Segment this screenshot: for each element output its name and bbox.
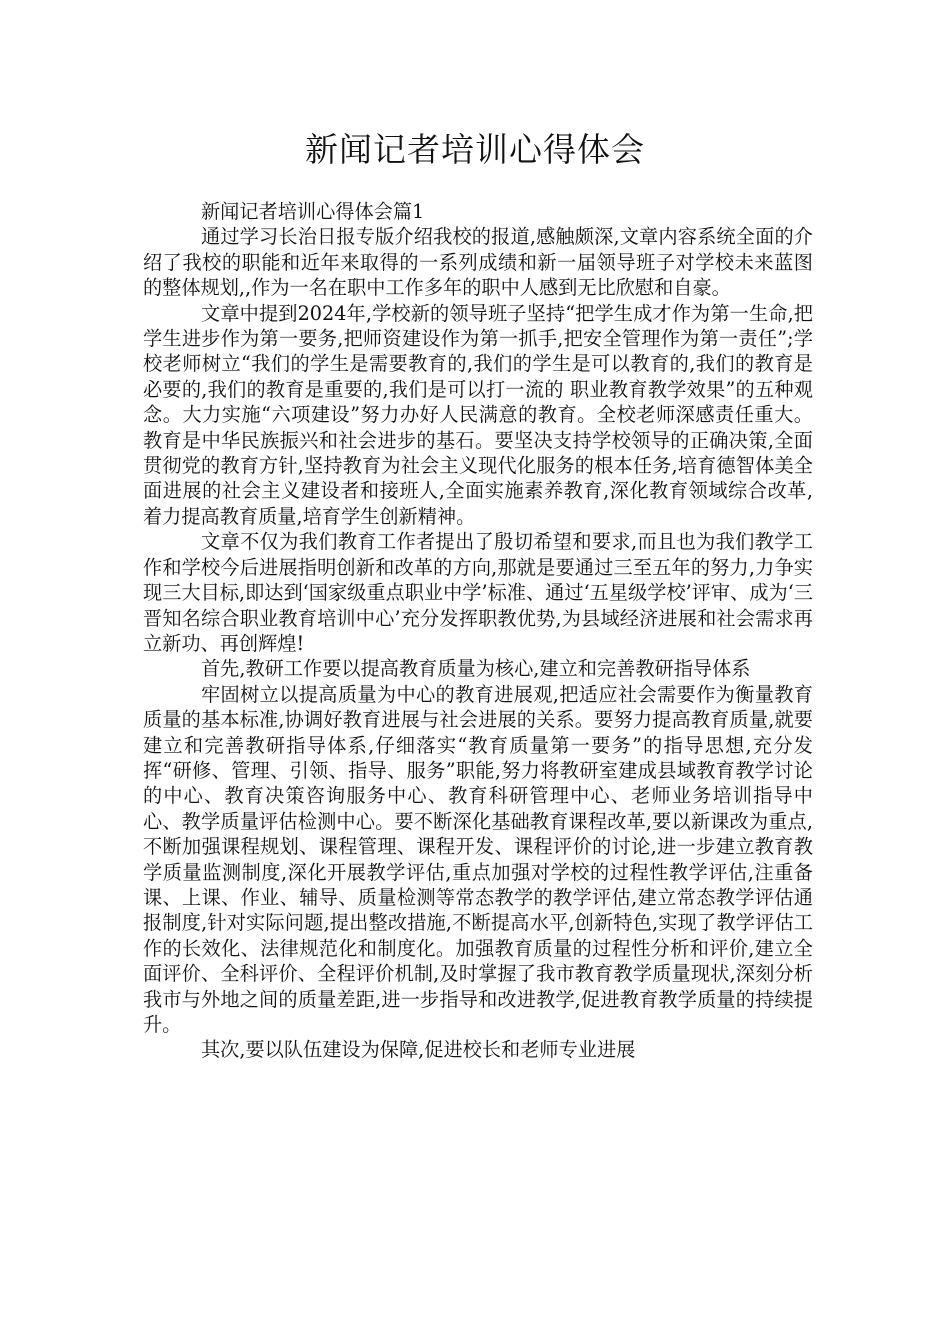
document-title: 新闻记者培训心得体会: [305, 130, 645, 169]
document-body: [143, 199, 813, 1063]
paragraph: 牢固树立以提高质量为中心的教育进展观,把适应社会需要作为衡量教育质量的基本标准,协调好教育进展与社会进展的关系。要努力提高教育质量,就要建立和完善教研指导体系,仔细落实“教育质量第一要务”的指导思想,充分发挥“研修、管理、引领、指导、服务”职能,努力将教研室建成县域教育教学讨论的中心、教育决策咨询服务中心、教育科研管理中心、老师业务培训指导中心、教学质量评估检测中心。要不断深化基础教育课程改革,要以新课改为重点,不断加强课程规划、课程管理、课程开发、课程评价的讨论,进一步建立教育教学质量监测制度,深化开展教学评估,重点加强对学校的过程性教学评估,注重备课、上课、作业、辅导、质量检测等常态教学的教学评估,建立常态教学评估通报制度,针对实际问题,提出整改措施,不断提高水平,创新特色,实现了教学评估工作的长效化、法律规范化和制度化。加强教育质量的过程性分析和评价,建立全面评价、全科评价、全程评价机制,及时掌握了我市教育教学质量现状,深刻分析我市与外地之间的质量差距,进一步指导和改进教学,促进教育教学质量的持续提升。: [143, 682, 813, 1036]
subheading: 首先,教研工作要以提高教育质量为核心,建立和完善教研指导体系: [201, 657, 751, 681]
paragraph: 通过学习长治日报专版介绍我校的报道,感触颇深,文章内容系统全面的介绍了我校的职能和近年来取得的一系列成绩和新一届领导班子对学校未来蓝图的整体规划,,作为一名在职中工作多年的职中人感到无比欣慰和自豪。: [143, 225, 813, 300]
paragraph: 文章不仅为我们教育工作者提出了殷切希望和要求,而且也为我们教学工作和学校今后进展指明创新和改革的方向,那就是要通过三至五年的努力,力争实现三大目标,即达到‘国家级重点职业中学’标准、通过‘五星级学校’评审、成为‘三晋知名综合职业教育培训中心’充分发挥职教优势,为县域经济进展和社会需求再立新功、再创辉煌!: [143, 530, 813, 655]
paragraph: 文章中提到2024年,学校新的领导班子坚持“把学生成才作为第一生命,把学生进步作为第一要务,把师资建设作为第一抓手,把安全管理作为第一责任”;学校老师树立“我们的学生是需要教育的,我们的学生是可以教育的,我们的教育是必要的,我们的教育是重要的,我们是可以打一流的 职业教育教学效果”的五种观念。大力实施“六项建设”努力办好人民满意的教育。全校老师深感责任重大。教育是中华民族振兴和社会进步的基石。要坚决支持学校领导的正确决策,全面贯彻党的教育方针,坚持教育为社会主义现代化服务的根本任务,培育德智体美全面进展的社会主义建设者和接班人,全面实施素养教育,深化教育领域综合改革,着力提高教育质量,培育学生创新精神。: [143, 301, 813, 528]
section-heading: 新闻记者培训心得体会篇1: [201, 200, 425, 223]
subheading: 其次,要以队伍建设为保障,促进校长和老师专业进展: [201, 1038, 636, 1062]
